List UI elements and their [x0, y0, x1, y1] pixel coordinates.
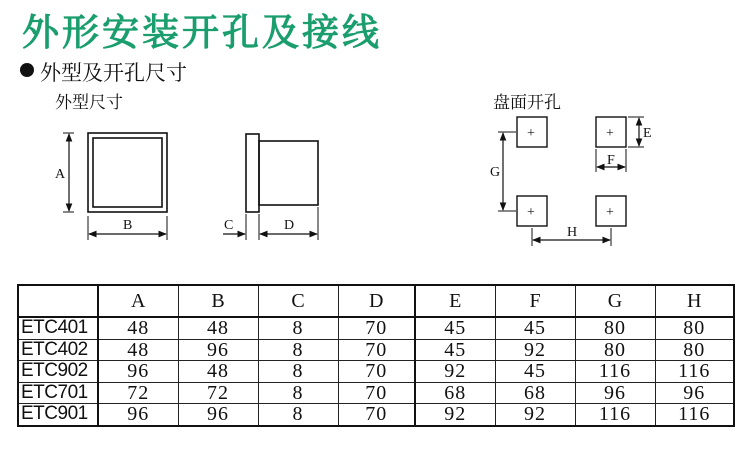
value-cell: 70 — [338, 361, 415, 383]
value-cell: 45 — [415, 317, 495, 339]
value-cell: 45 — [495, 361, 575, 383]
header-cell-a: A — [98, 285, 178, 317]
value-cell: 116 — [655, 404, 734, 426]
label-f: F — [607, 153, 615, 168]
value-cell: 48 — [178, 317, 258, 339]
value-cell: 92 — [495, 404, 575, 426]
dimension-g — [490, 132, 516, 211]
model-cell: ETC401 — [18, 317, 98, 339]
value-cell: 80 — [575, 339, 655, 361]
value-cell: 96 — [98, 361, 178, 383]
label-d: D — [284, 218, 295, 233]
model-cell: ETC402 — [18, 339, 98, 361]
panel-cutout-title: 盘面开孔 — [493, 93, 561, 113]
header-cell-e: E — [415, 285, 495, 317]
dimension-f — [596, 149, 626, 172]
table-row — [18, 317, 734, 339]
value-cell: 48 — [98, 339, 178, 361]
value-cell: 70 — [338, 382, 415, 404]
table-row — [18, 361, 734, 383]
table-row — [18, 404, 734, 426]
hole-center-icon: + — [606, 126, 614, 141]
header-cell-b: B — [178, 285, 258, 317]
value-cell: 8 — [258, 339, 338, 361]
model-cell: ETC902 — [18, 361, 98, 383]
value-cell: 8 — [258, 404, 338, 426]
value-cell: 48 — [178, 361, 258, 383]
value-cell: 96 — [655, 382, 734, 404]
value-cell: 96 — [178, 339, 258, 361]
value-cell: 48 — [98, 317, 178, 339]
value-cell: 70 — [338, 404, 415, 426]
side-view — [246, 134, 318, 212]
outline-dimensions-title: 外型尺寸 — [55, 93, 123, 113]
dimension-h — [532, 225, 611, 246]
value-cell: 116 — [575, 361, 655, 383]
header-cell-g: G — [575, 285, 655, 317]
model-cell: ETC901 — [18, 404, 98, 426]
table-header-row — [18, 285, 734, 317]
dimension-b — [88, 216, 167, 240]
value-cell: 92 — [415, 361, 495, 383]
value-cell: 96 — [178, 404, 258, 426]
dimension-e — [628, 117, 652, 147]
value-cell: 70 — [338, 339, 415, 361]
dimension-c — [223, 214, 259, 240]
value-cell: 80 — [655, 339, 734, 361]
front-view — [88, 133, 167, 212]
page-title: 外形安装开孔及接线 — [22, 11, 382, 54]
label-c: C — [224, 218, 234, 233]
label-a: A — [55, 167, 66, 182]
label-b: B — [123, 218, 133, 233]
value-cell: 116 — [655, 361, 734, 383]
value-cell: 70 — [338, 317, 415, 339]
value-cell: 68 — [495, 382, 575, 404]
label-g: G — [490, 165, 501, 180]
label-h: H — [567, 225, 578, 240]
table-row — [18, 339, 734, 361]
value-cell: 96 — [575, 382, 655, 404]
header-cell-model — [18, 285, 98, 317]
model-cell: ETC701 — [18, 382, 98, 404]
value-cell: 72 — [178, 382, 258, 404]
header-cell-f: F — [495, 285, 575, 317]
value-cell: 45 — [415, 339, 495, 361]
value-cell: 8 — [258, 361, 338, 383]
label-e: E — [643, 126, 652, 141]
value-cell: 8 — [258, 382, 338, 404]
hole-center-icon: + — [527, 126, 535, 141]
value-cell: 8 — [258, 317, 338, 339]
value-cell: 80 — [575, 317, 655, 339]
dimension-a — [55, 133, 74, 212]
table-row — [18, 382, 734, 404]
dimension-d — [260, 207, 318, 240]
section-title: 外型及开孔尺寸 — [40, 61, 187, 85]
value-cell: 92 — [415, 404, 495, 426]
value-cell: 72 — [98, 382, 178, 404]
header-cell-h: H — [655, 285, 734, 317]
header-cell-d: D — [338, 285, 415, 317]
hole-center-icon: + — [606, 205, 614, 220]
value-cell: 45 — [495, 317, 575, 339]
hole-center-icon: + — [527, 205, 535, 220]
value-cell: 80 — [655, 317, 734, 339]
header-cell-c: C — [258, 285, 338, 317]
value-cell: 116 — [575, 404, 655, 426]
value-cell: 68 — [415, 382, 495, 404]
dimensions-table — [17, 284, 735, 427]
value-cell: 92 — [495, 339, 575, 361]
value-cell: 96 — [98, 404, 178, 426]
cutout-holes — [517, 117, 626, 226]
